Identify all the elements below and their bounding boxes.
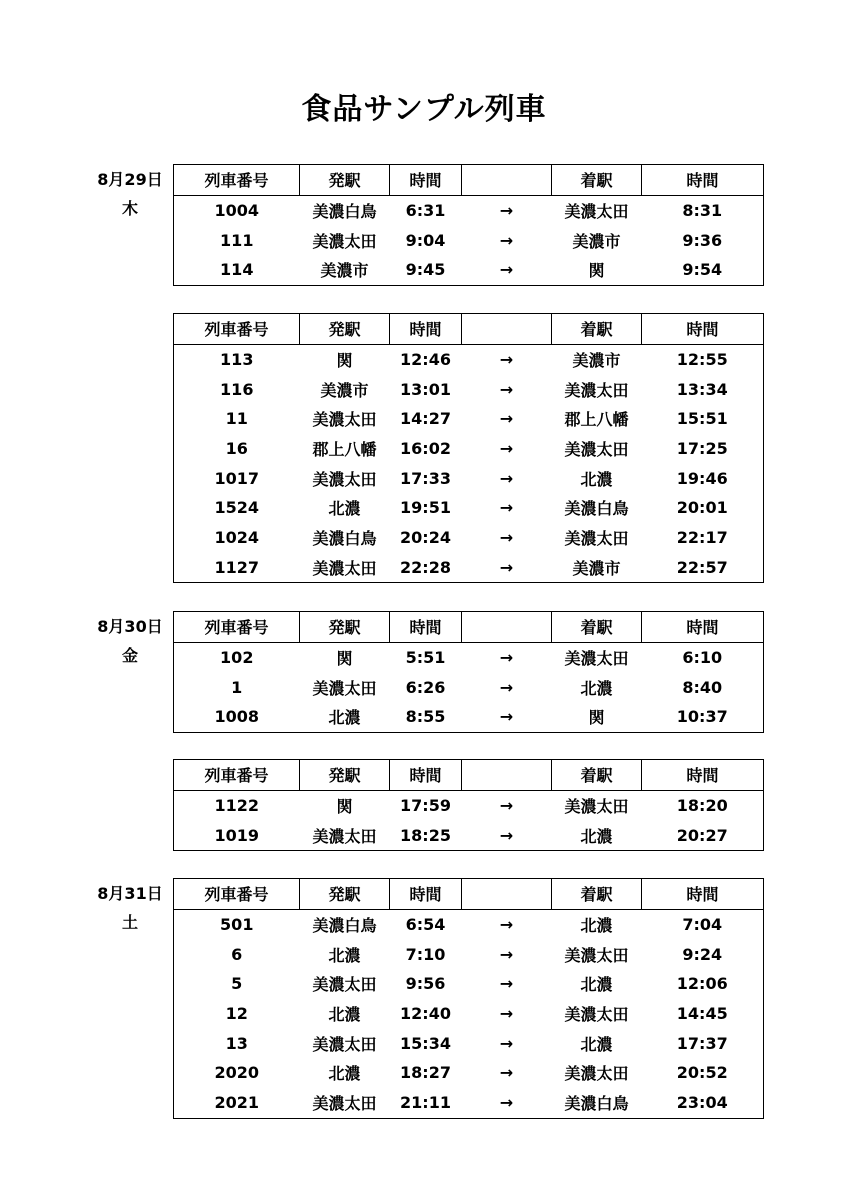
arrival-time: 22:17 <box>676 528 728 548</box>
departure-station: 郡上八幡 <box>312 440 377 460</box>
departure-station: 美濃白鳥 <box>300 195 390 225</box>
table-row <box>174 1028 764 1058</box>
header-direction <box>462 760 552 791</box>
day-date: 8月29日 <box>97 170 163 189</box>
header-train-number: 列車番号 <box>174 879 300 910</box>
train-number: 13 <box>225 1033 248 1053</box>
departure-time: 20:24 <box>400 528 451 548</box>
header-train-number: 列車番号 <box>174 612 300 643</box>
direction-arrow: → <box>499 379 514 399</box>
table-row <box>174 553 764 583</box>
header-train-number: 列車番号 <box>174 165 300 196</box>
header-direction <box>462 879 552 910</box>
train-number: 1 <box>231 677 243 697</box>
arrival-station: 北濃 <box>580 469 613 489</box>
day-weekday: 金 <box>121 646 138 665</box>
departure-time: 18:27 <box>400 1063 451 1083</box>
direction-arrow: → <box>499 974 514 994</box>
direction-arrow: → <box>499 468 514 488</box>
train-number: 1008 <box>214 707 260 727</box>
arrival-time: 12:06 <box>676 974 728 994</box>
header-departure-time: 時間 <box>390 612 462 643</box>
timetable-block <box>173 164 764 286</box>
arrival-station: 美濃太田 <box>564 1005 629 1025</box>
header-direction <box>462 314 552 345</box>
departure-time: 18:25 <box>400 825 451 845</box>
arrival-time: 18:20 <box>642 790 764 820</box>
table-row <box>174 195 764 225</box>
train-number: 1024 <box>214 528 260 548</box>
direction-arrow: → <box>499 439 514 459</box>
departure-time: 5:51 <box>390 642 462 672</box>
train-number: 5 <box>231 974 243 994</box>
train-number: 102 <box>174 642 300 672</box>
table-row <box>174 493 764 523</box>
departure-time: 9:04 <box>405 230 446 250</box>
train-number: 1017 <box>214 468 260 488</box>
departure-time: 9:56 <box>405 974 446 994</box>
table-row <box>174 434 764 464</box>
departure-time: 13:01 <box>400 379 451 399</box>
table-row <box>174 344 764 374</box>
departure-station: 美濃太田 <box>312 469 377 489</box>
departure-station: 美濃太田 <box>312 1094 377 1114</box>
departure-station: 美濃太田 <box>312 410 377 430</box>
direction-arrow: → <box>499 260 514 280</box>
train-number: 113 <box>174 344 300 374</box>
direction-arrow: → <box>499 825 514 845</box>
departure-time: 22:28 <box>400 557 451 577</box>
arrival-station: 北濃 <box>552 909 642 939</box>
header-departure-station: 発駅 <box>300 879 390 910</box>
train-number: 501 <box>174 909 300 939</box>
table-row <box>174 523 764 553</box>
departure-station: 美濃太田 <box>312 826 377 846</box>
table-row <box>174 642 764 672</box>
train-number: 116 <box>220 379 254 399</box>
arrival-station: 北濃 <box>580 975 613 995</box>
day-date: 8月30日 <box>97 617 163 636</box>
arrival-time: 22:57 <box>676 557 728 577</box>
arrival-station: 美濃市 <box>552 344 642 374</box>
departure-station: 北濃 <box>328 945 361 965</box>
table-row <box>174 1088 764 1118</box>
departure-time: 15:34 <box>400 1033 451 1053</box>
header-row <box>174 165 764 196</box>
arrival-time: 19:46 <box>676 468 728 488</box>
train-number: 11 <box>225 409 248 429</box>
table-row <box>174 374 764 404</box>
train-number: 1127 <box>214 557 260 577</box>
arrival-station: 美濃太田 <box>564 945 629 965</box>
direction-arrow: → <box>499 1063 514 1083</box>
direction-arrow: → <box>462 642 552 672</box>
train-number: 16 <box>225 439 248 459</box>
arrival-station: 美濃太田 <box>564 529 629 549</box>
arrival-station: 美濃太田 <box>552 195 642 225</box>
header-departure-time: 時間 <box>390 165 462 196</box>
table-row <box>174 225 764 255</box>
arrival-time: 20:52 <box>676 1063 728 1083</box>
departure-time: 17:59 <box>390 790 462 820</box>
departure-station: 美濃太田 <box>312 231 377 251</box>
table-row <box>174 969 764 999</box>
arrival-time: 9:36 <box>682 230 723 250</box>
direction-arrow: → <box>499 409 514 429</box>
departure-time: 17:33 <box>400 468 451 488</box>
header-direction <box>462 165 552 196</box>
train-number: 1524 <box>214 498 260 518</box>
arrival-time: 6:10 <box>642 642 764 672</box>
header-arrival-time: 時間 <box>642 314 764 345</box>
train-number: 1122 <box>174 790 300 820</box>
arrival-time: 7:04 <box>642 909 764 939</box>
arrival-time: 23:04 <box>676 1093 728 1113</box>
day-weekday: 土 <box>121 913 138 932</box>
arrival-time: 8:31 <box>642 195 764 225</box>
header-departure-time: 時間 <box>390 879 462 910</box>
train-number: 1019 <box>214 825 260 845</box>
header-departure-time: 時間 <box>390 314 462 345</box>
direction-arrow: → <box>499 1004 514 1024</box>
header-departure-station: 発駅 <box>300 760 390 791</box>
arrival-station: 美濃太田 <box>564 1064 629 1084</box>
arrival-station: 北濃 <box>580 678 613 698</box>
arrival-station: 美濃太田 <box>552 642 642 672</box>
direction-arrow: → <box>499 677 514 697</box>
departure-station: 美濃市 <box>320 261 369 281</box>
departure-station: 北濃 <box>328 1005 361 1025</box>
table-row <box>174 1058 764 1088</box>
day-date: 8月31日 <box>97 884 163 903</box>
timetable-block <box>173 313 764 583</box>
direction-arrow: → <box>499 1093 514 1113</box>
header-arrival-station: 着駅 <box>552 879 642 910</box>
table-row <box>174 463 764 493</box>
arrival-station: 美濃太田 <box>564 440 629 460</box>
arrival-station: 美濃太田 <box>552 790 642 820</box>
departure-station: 北濃 <box>328 499 361 519</box>
direction-arrow: → <box>499 557 514 577</box>
direction-arrow: → <box>499 707 514 727</box>
departure-time: 9:45 <box>405 260 446 280</box>
train-number: 111 <box>220 230 254 250</box>
arrival-time: 20:01 <box>676 498 728 518</box>
header-row <box>174 314 764 345</box>
departure-station: 北濃 <box>328 708 361 728</box>
arrival-station: 美濃市 <box>572 558 621 578</box>
arrival-time: 15:51 <box>676 409 728 429</box>
header-arrival-time: 時間 <box>642 165 764 196</box>
arrival-time: 20:27 <box>676 825 728 845</box>
arrival-station: 郡上八幡 <box>564 410 629 430</box>
header-row <box>174 879 764 910</box>
departure-time: 12:46 <box>390 344 462 374</box>
departure-station: 美濃市 <box>320 380 369 400</box>
departure-time: 7:10 <box>405 944 446 964</box>
direction-arrow: → <box>499 498 514 518</box>
departure-time: 12:40 <box>400 1004 451 1024</box>
header-arrival-station: 着駅 <box>552 612 642 643</box>
arrival-station: 美濃市 <box>572 231 621 251</box>
table-row <box>174 404 764 434</box>
direction-arrow: → <box>499 1033 514 1053</box>
departure-station: 北濃 <box>328 1064 361 1084</box>
arrival-time: 10:37 <box>676 707 728 727</box>
header-arrival-time: 時間 <box>642 612 764 643</box>
departure-time: 21:11 <box>400 1093 451 1113</box>
arrival-time: 9:54 <box>682 260 723 280</box>
direction-arrow: → <box>499 230 514 250</box>
departure-station: 関 <box>300 642 390 672</box>
header-departure-station: 発駅 <box>300 612 390 643</box>
arrival-station: 関 <box>588 261 605 281</box>
header-direction <box>462 612 552 643</box>
departure-time: 6:54 <box>390 909 462 939</box>
arrival-time: 8:40 <box>682 677 723 697</box>
departure-station: 美濃太田 <box>312 678 377 698</box>
table-row <box>174 255 764 285</box>
direction-arrow: → <box>462 790 552 820</box>
arrival-time: 14:45 <box>676 1004 728 1024</box>
header-arrival-station: 着駅 <box>552 314 642 345</box>
header-arrival-station: 着駅 <box>552 760 642 791</box>
departure-time: 6:31 <box>390 195 462 225</box>
header-row <box>174 612 764 643</box>
table-row <box>174 999 764 1029</box>
arrival-time: 9:24 <box>682 944 723 964</box>
table-row <box>174 702 764 732</box>
header-arrival-time: 時間 <box>642 760 764 791</box>
arrival-station: 美濃白鳥 <box>564 1094 629 1114</box>
timetable-block <box>173 878 764 1119</box>
train-number: 12 <box>225 1004 248 1024</box>
departure-station: 美濃白鳥 <box>300 909 390 939</box>
header-departure-time: 時間 <box>390 760 462 791</box>
arrival-station: 美濃太田 <box>564 380 629 400</box>
table-row <box>174 909 764 939</box>
direction-arrow: → <box>499 944 514 964</box>
train-number: 6 <box>231 944 243 964</box>
header-row <box>174 760 764 791</box>
direction-arrow: → <box>462 909 552 939</box>
arrival-time: 13:34 <box>676 379 728 399</box>
table-row <box>174 939 764 969</box>
departure-station: 美濃太田 <box>312 975 377 995</box>
day-weekday: 木 <box>121 199 138 218</box>
train-number: 1004 <box>174 195 300 225</box>
train-number: 2021 <box>214 1093 260 1113</box>
departure-station: 関 <box>300 344 390 374</box>
departure-station: 美濃太田 <box>312 558 377 578</box>
departure-station: 関 <box>300 790 390 820</box>
table-row <box>174 820 764 850</box>
direction-arrow: → <box>462 195 552 225</box>
arrival-time: 17:37 <box>676 1033 728 1053</box>
timetable-block <box>173 611 764 733</box>
arrival-station: 美濃白鳥 <box>564 499 629 519</box>
train-number: 114 <box>220 260 254 280</box>
header-train-number: 列車番号 <box>174 760 300 791</box>
arrival-station: 北濃 <box>580 826 613 846</box>
timetable-block <box>173 759 764 851</box>
header-arrival-time: 時間 <box>642 879 764 910</box>
arrival-time: 17:25 <box>676 439 728 459</box>
departure-station: 美濃白鳥 <box>312 529 377 549</box>
arrival-station: 北濃 <box>580 1034 613 1054</box>
departure-time: 8:55 <box>405 707 446 727</box>
direction-arrow: → <box>499 528 514 548</box>
departure-station: 美濃太田 <box>312 1034 377 1054</box>
table-row <box>174 790 764 820</box>
arrival-time: 12:55 <box>642 344 764 374</box>
header-train-number: 列車番号 <box>174 314 300 345</box>
arrival-station: 関 <box>588 708 605 728</box>
departure-time: 16:02 <box>400 439 451 459</box>
header-arrival-station: 着駅 <box>552 165 642 196</box>
departure-time: 14:27 <box>400 409 451 429</box>
page-title: 食品サンプル列車 <box>301 92 547 127</box>
departure-time: 19:51 <box>400 498 451 518</box>
header-departure-station: 発駅 <box>300 165 390 196</box>
direction-arrow: → <box>462 344 552 374</box>
header-departure-station: 発駅 <box>300 314 390 345</box>
departure-time: 6:26 <box>405 677 446 697</box>
train-number: 2020 <box>214 1063 260 1083</box>
table-row <box>174 672 764 702</box>
